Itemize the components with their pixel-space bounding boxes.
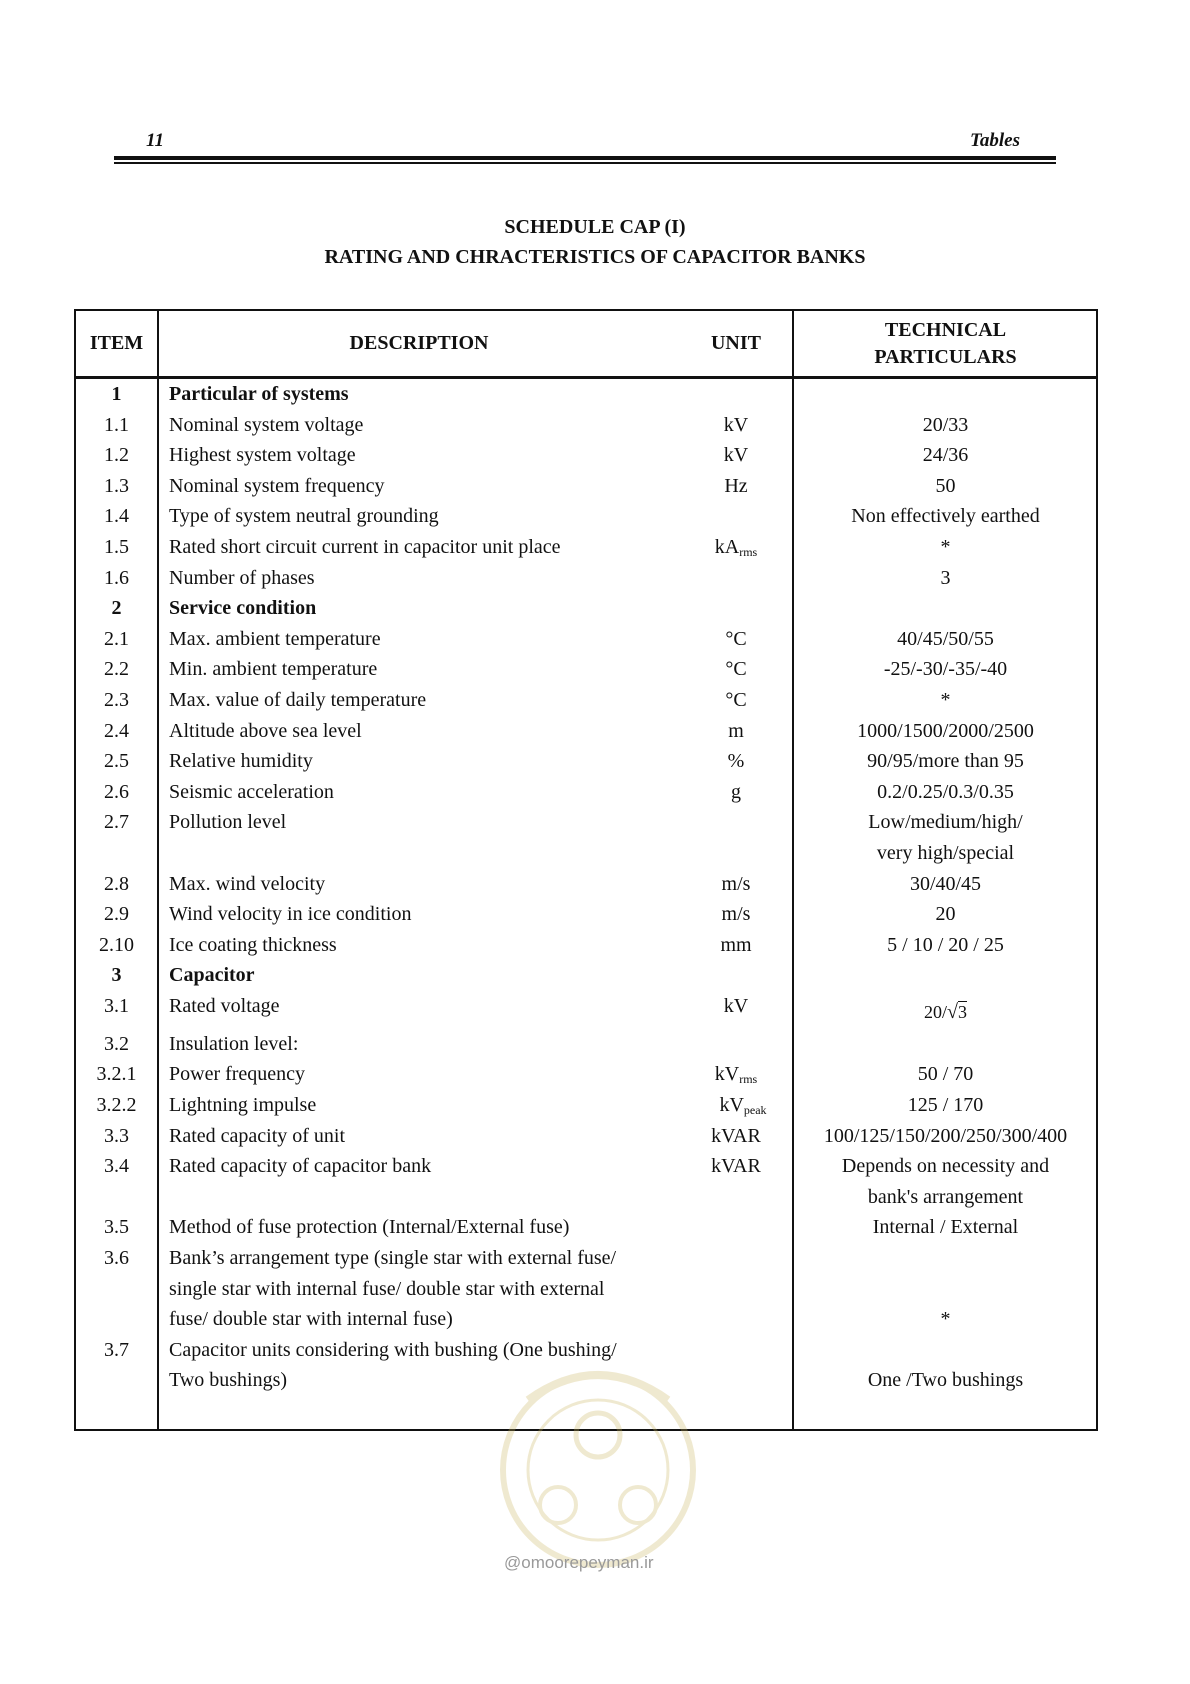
item-number: 1.5 [104, 535, 129, 558]
item-number: 1.3 [104, 474, 129, 497]
item-number: 3.7 [104, 1338, 129, 1361]
description: Altitude above sea level [169, 719, 362, 742]
description: Method of fuse protection (Internal/External fuse) [169, 1216, 570, 1239]
header-technical-particulars [794, 311, 1097, 376]
unit: °C [725, 688, 747, 711]
technical-value: 3 [940, 566, 951, 589]
item-number: 2.9 [104, 903, 129, 926]
table-row [76, 930, 1097, 961]
header-unit: UNIT [710, 332, 761, 354]
unit: m/s [721, 903, 751, 926]
table-row [76, 1090, 1097, 1121]
running-title: Tables [970, 130, 1020, 151]
technical-value: 90/95/more than 95 [867, 750, 1024, 773]
technical-value: Depends on necessity and bank's arrangement [841, 1155, 1050, 1208]
table-row [76, 716, 1097, 747]
table-row [76, 1059, 1097, 1090]
description: Highest system voltage [169, 444, 356, 467]
technical-value: 24/36 [922, 444, 969, 467]
technical-value: 50 [935, 474, 956, 497]
table-body [76, 379, 1097, 1396]
page-number: 11 [146, 130, 164, 151]
technical-value: 20/33 [922, 413, 969, 436]
unit: % [727, 750, 745, 773]
item-number: 2.10 [99, 933, 134, 956]
item-number: 3.2.1 [96, 1063, 137, 1086]
table-row [76, 379, 1097, 410]
description: Rated short circuit current in capacitor unit place [169, 535, 561, 558]
description: Rated voltage [169, 994, 280, 1017]
table-row [76, 593, 1097, 624]
unit: °C [725, 627, 747, 650]
description: Lightning impulse [169, 1094, 317, 1117]
header-rule-thick [114, 156, 1056, 160]
description: Max. value of daily temperature [169, 688, 427, 711]
schedule-subtitle: RATING AND CHRACTERISTICS OF CAPACITOR BANKS [324, 246, 866, 268]
technical-value: 100/125/150/200/250/300/400 [823, 1124, 1068, 1147]
description: Rated capacity of unit [169, 1124, 346, 1147]
description: Rated capacity of capacitor bank [169, 1155, 432, 1178]
unit: m/s [721, 872, 751, 895]
table-row [76, 1121, 1097, 1152]
item-number: 3.4 [104, 1155, 129, 1178]
table-row [76, 654, 1097, 685]
technical-value: 1000/1500/2000/2500 [857, 719, 1034, 742]
technical-value: One /Two bushings [867, 1369, 1024, 1392]
description: Number of phases [169, 566, 315, 589]
description: Type of system neutral grounding [169, 505, 439, 528]
item-number: 3.6 [104, 1247, 129, 1270]
item-number: 2.4 [104, 719, 129, 742]
header-technical-line2: PARTICULARS [874, 345, 1017, 368]
description: Power frequency [169, 1063, 306, 1086]
technical-value: * [940, 1308, 951, 1331]
table-row [76, 1151, 1097, 1212]
item-number: 2.2 [104, 658, 129, 681]
description: Capacitor [169, 964, 255, 987]
unit: $kV_{peak}$ [719, 1094, 767, 1118]
header-technical-line1: TECHNICAL [884, 318, 1007, 341]
technical-value: Non effectively earthed [851, 505, 1040, 528]
description: Wind velocity in ice condition [169, 903, 412, 926]
description: Pollution level [169, 811, 287, 834]
capacitor-bank-table [74, 309, 1098, 1431]
item-number: 2 [111, 597, 122, 620]
unit: kVAR [711, 1124, 761, 1147]
technical-value: * [940, 535, 951, 558]
description: Max. wind velocity [169, 872, 326, 895]
table-row [76, 1029, 1097, 1060]
table-row [76, 532, 1097, 563]
unit: kVAR [711, 1155, 761, 1178]
item-number: 1.2 [104, 444, 129, 467]
description: Seismic acceleration [169, 780, 334, 803]
table-row [76, 1243, 1097, 1335]
table-row [76, 685, 1097, 716]
table-row [76, 960, 1097, 991]
technical-value: 125 / 170 [907, 1094, 984, 1117]
unit: °C [725, 658, 747, 681]
technical-value: 0.2/0.25/0.3/0.35 [877, 780, 1014, 803]
table-row [76, 807, 1097, 868]
item-number: 3.2 [104, 1032, 129, 1055]
item-number: 1.1 [104, 413, 129, 436]
watermark-text: @omoorepeyman.ir [504, 1553, 654, 1572]
table-row [76, 440, 1097, 471]
header-item: ITEM [89, 332, 144, 354]
table-row [76, 410, 1097, 441]
table-row [76, 899, 1097, 930]
unit: mm [720, 933, 752, 956]
item-number: 2.7 [104, 811, 129, 834]
technical-value: 30/40/45 [909, 872, 982, 895]
description: Particular of systems [169, 383, 349, 405]
description: Ice coating thickness [169, 933, 337, 956]
technical-value: Internal / External [872, 1216, 1019, 1239]
description: Service condition [169, 597, 317, 620]
item-number: 3.2.2 [96, 1094, 137, 1117]
header-rule-thin [114, 162, 1056, 164]
table-row [76, 777, 1097, 808]
description: Capacitor units considering with bushing (One bushing/ Two bushings) [169, 1338, 617, 1392]
technical-value: 20/√3 [924, 1000, 967, 1023]
item-number: 1.4 [104, 505, 129, 528]
description: Nominal system voltage [169, 413, 364, 436]
unit: m [728, 719, 744, 742]
unit: kV [723, 413, 749, 436]
page-header [114, 126, 1056, 150]
technical-value: 5 / 10 / 20 / 25 [887, 933, 1004, 956]
table-row [76, 746, 1097, 777]
technical-value: 50 / 70 [917, 1063, 974, 1086]
description: Relative humidity [169, 750, 313, 773]
table-row [76, 501, 1097, 532]
description: Bank’s arrangement type (single star with external fuse/ single star with internal fuse/ double star with external fuse/ double star with internal fuse) [169, 1247, 617, 1331]
item-number: 2.6 [104, 780, 129, 803]
item-number: 2.1 [104, 627, 129, 650]
table-row [76, 624, 1097, 655]
item-number: 2.3 [104, 688, 129, 711]
table-row [76, 1212, 1097, 1243]
item-number: 1 [111, 383, 122, 405]
table-row [76, 471, 1097, 502]
item-number: 3.1 [104, 994, 129, 1017]
technical-value: * [940, 688, 951, 711]
item-number: 3 [111, 964, 122, 987]
item-number: 1.6 [104, 566, 129, 589]
unit: kV [723, 444, 749, 467]
unit: $kV_{rms}$ [714, 1063, 758, 1087]
description: Insulation level: [169, 1032, 299, 1055]
technical-value: -25/-30/-35/-40 [883, 658, 1008, 681]
technical-value: 40/45/50/55 [897, 627, 994, 650]
table-row [76, 991, 1097, 1029]
technical-value: Low/medium/high/ very high/special [868, 811, 1023, 864]
unit: Hz [724, 474, 748, 497]
header-description: DESCRIPTION [349, 332, 489, 354]
table-row [76, 563, 1097, 594]
schedule-title: SCHEDULE CAP (I) [504, 216, 686, 238]
item-number: 3.5 [104, 1216, 129, 1239]
item-number: 3.3 [104, 1124, 129, 1147]
item-number: 2.8 [104, 872, 129, 895]
square-root-icon: √ [947, 1000, 958, 1023]
unit: $kA_{rms}$ [714, 535, 758, 559]
item-number: 2.5 [104, 750, 129, 773]
table-row [76, 869, 1097, 900]
unit: kV [723, 994, 749, 1017]
technical-value: 20 [935, 903, 956, 926]
description: Min. ambient temperature [169, 658, 378, 681]
unit: g [731, 780, 741, 803]
description: Nominal system frequency [169, 474, 385, 497]
description: Max. ambient temperature [169, 627, 381, 650]
